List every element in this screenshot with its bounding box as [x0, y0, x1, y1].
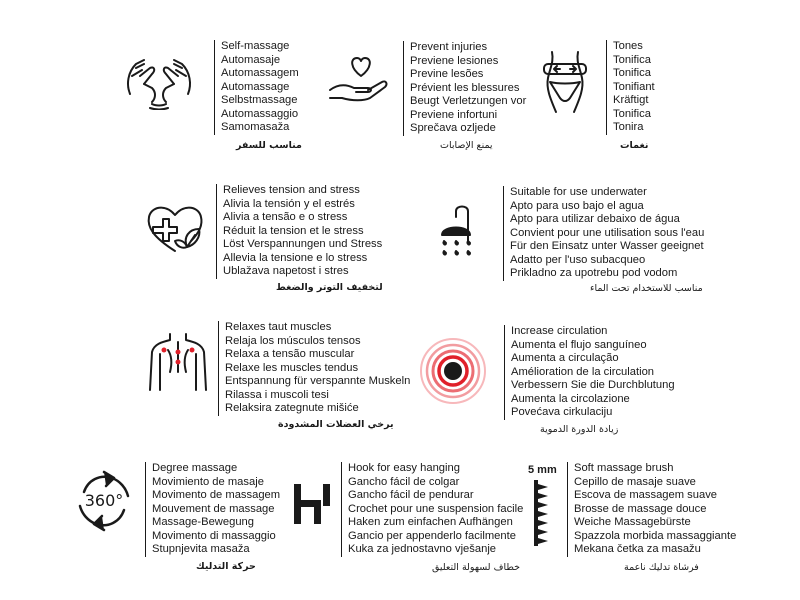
text-line: Gancio per appenderlo facilmente: [348, 529, 516, 542]
arabic-caption: يمنع الإصابات: [440, 140, 493, 151]
text-line: Soft massage brush: [574, 462, 674, 474]
text-line: Tonifica: [613, 67, 651, 79]
text-line: Selbstmassage: [221, 94, 298, 106]
text-line: Relaksira zategnute mišiće: [225, 402, 359, 414]
text-line: Kräftigt: [613, 94, 649, 106]
text-line: Weiche Massagebürste: [574, 516, 691, 528]
shower-icon: [434, 203, 478, 265]
text-line: Movimento de massagem: [152, 489, 281, 501]
text-line: Aumenta la circolazione: [511, 392, 630, 405]
feature-text: [606, 40, 655, 135]
text-line: Previene lesiones: [410, 54, 499, 67]
text-line: Amélioration de la circulation: [511, 365, 655, 378]
text-line: Prevent injuries: [410, 41, 488, 53]
text-line: Rilassa i muscoli tesi: [225, 388, 329, 401]
circulation-icon: [418, 336, 488, 406]
arabic-caption: مناسب للسفر: [236, 140, 302, 151]
text-line: Adatto per l'uso subacqueo: [510, 253, 646, 266]
text-line: Prévient les blessures: [410, 81, 520, 94]
text-line: Für den Einsatz unter Wasser geeignet: [510, 240, 704, 252]
feature-text: [504, 325, 675, 420]
text-line: Aumenta el flujo sanguíneo: [511, 338, 647, 351]
hook-icon: [290, 482, 334, 526]
text-line: Povećava cirkulaciju: [511, 406, 613, 418]
text-line: Samomasaža: [221, 121, 290, 133]
feature-text: [567, 462, 736, 557]
rotate-360-icon: [74, 470, 134, 532]
text-line: Convient pour une utilisation sous l'eau: [510, 226, 705, 239]
text-line: Tones: [613, 40, 643, 52]
body-toning-icon: [540, 50, 590, 114]
text-line: Degree massage: [152, 462, 238, 474]
text-line: Spazzola morbida massaggiante: [574, 529, 737, 542]
text-line: Verbessern Sie die Durchblutung: [511, 379, 675, 391]
text-line: Relaxa a tensão muscular: [225, 348, 355, 360]
text-line: Relaxes taut muscles: [225, 321, 332, 333]
feature-text: [403, 41, 526, 136]
text-line: Sprečava ozljede: [410, 122, 496, 134]
text-line: Increase circulation: [511, 325, 608, 337]
text-line: Self-massage: [221, 40, 290, 52]
text-line: Tonifica: [613, 107, 651, 120]
feature-text: [216, 184, 382, 279]
text-line: Beugt Verletzungen vor: [410, 95, 527, 107]
text-line: Apto para utilizar debaixo de água: [510, 213, 680, 225]
text-line: Löst Verspannungen und Stress: [223, 238, 383, 250]
text-line: Brosse de massage douce: [574, 502, 707, 515]
arabic-caption: فرشاة تدليك ناعمة: [624, 562, 699, 573]
hands-self-massage-icon: [122, 54, 196, 110]
text-line: Cepillo de masaje suave: [574, 475, 696, 488]
text-line: Aumenta a circulação: [511, 352, 619, 364]
brush-bristles-icon: [534, 480, 554, 546]
text-line: Movimiento de masaje: [152, 475, 264, 488]
text-line: Relieves tension and stress: [223, 184, 360, 196]
text-line: Alivia la tensión y el estrés: [223, 197, 355, 210]
arabic-caption: خطاف لسهولة التعليق: [432, 562, 521, 573]
text-line: Prikladno za upotrebu pod vodom: [510, 267, 678, 279]
text-line: Automasaje: [221, 53, 281, 66]
feature-text: [214, 40, 299, 135]
text-line: Tonifiant: [613, 80, 655, 93]
size-label: 5 mm: [528, 464, 557, 476]
arabic-caption: حركة التدليك: [196, 561, 256, 572]
feature-text: [341, 462, 523, 557]
arabic-caption: لتخفيف التوتر والضغط: [276, 282, 383, 293]
hand-heart-icon: [328, 54, 390, 104]
text-line: Alivia a tensão e o stress: [223, 211, 348, 223]
arabic-caption: نغمات: [620, 140, 649, 151]
text-line: Haken zum einfachen Aufhängen: [348, 516, 513, 528]
text-line: Kuka za jednostavno vješanje: [348, 543, 497, 555]
text-line: Escova de massagem suave: [574, 489, 718, 501]
text-line: Suitable for use underwater: [510, 186, 647, 198]
text-line: Relaxe les muscles tendus: [225, 361, 359, 374]
text-line: Mouvement de massage: [152, 502, 275, 515]
text-line: Mekana četka za masažu: [574, 543, 701, 555]
arabic-caption: يرخي العضلات المشدودة: [278, 419, 394, 430]
feature-text: [503, 186, 704, 281]
arabic-caption: مناسب للاستخدام تحت الماء: [590, 283, 703, 294]
text-line: Relaja los músculos tensos: [225, 334, 361, 347]
text-line: Crochet pour une suspension facile: [348, 502, 524, 515]
text-line: Previene infortuni: [410, 108, 498, 121]
text-line: Apto para uso bajo el agua: [510, 199, 644, 212]
text-line: Gancho fácil de pendurar: [348, 489, 474, 501]
text-line: Allevia la tensione e lo stress: [223, 251, 368, 264]
text-line: Automassage: [221, 80, 290, 93]
feature-text: [145, 462, 280, 557]
feature-text: [218, 321, 410, 416]
heart-health-icon: [145, 203, 205, 255]
text-line: Gancho fácil de colgar: [348, 475, 460, 488]
text-line: Automassaggio: [221, 107, 299, 120]
text-line: Tonira: [613, 121, 644, 133]
text-line: Movimento di massaggio: [152, 529, 276, 542]
text-line: Réduit la tension et le stress: [223, 224, 364, 237]
back-muscles-icon: [148, 332, 208, 394]
text-line: Hook for easy hanging: [348, 462, 460, 474]
text-line: Tonifica: [613, 53, 651, 66]
text-line: Previne lesões: [410, 68, 484, 80]
text-line: Stupnjevita masaža: [152, 543, 250, 555]
text-line: Ublažava napetost i stres: [223, 265, 349, 277]
icon-360-label: 360°: [84, 491, 124, 510]
text-line: Massage-Bewegung: [152, 516, 254, 528]
text-line: Entspannung für verspannte Muskeln: [225, 375, 411, 387]
text-line: Automassagem: [221, 67, 299, 79]
arabic-caption: زيادة الدورة الدموية: [540, 424, 619, 435]
